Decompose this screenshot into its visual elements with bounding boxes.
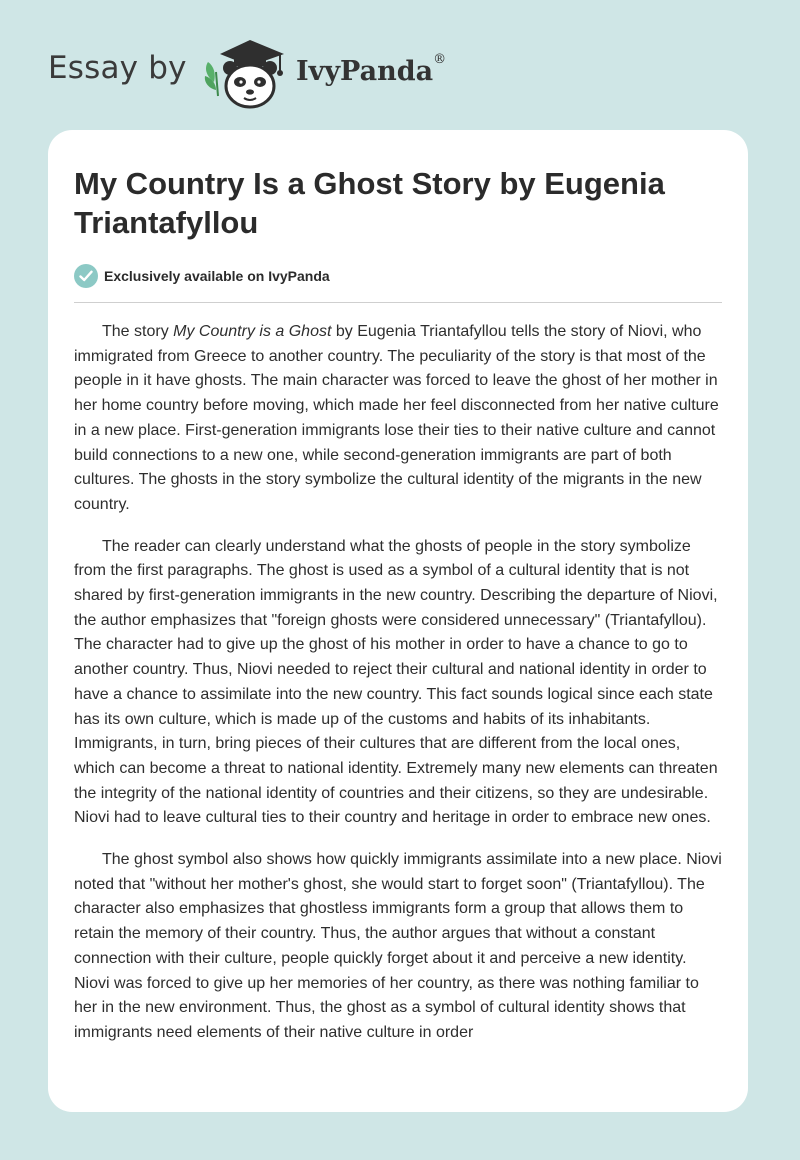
essay-body [74, 320, 724, 1063]
site-header [0, 0, 800, 120]
divider [74, 302, 722, 303]
badge-text: Exclusively available on IvyPanda [104, 268, 330, 284]
registered-mark: ® [433, 52, 447, 67]
paragraph [74, 320, 724, 518]
essay-by-label: Essay by [48, 50, 187, 86]
essay-card [48, 130, 748, 1112]
brand-name[interactable] [296, 52, 447, 87]
brand-name-text: IvyPanda [296, 56, 434, 87]
page-title: My Country Is a Ghost Story by Eugenia Triantafyllou [74, 166, 665, 240]
paragraph-text: The story [102, 323, 174, 340]
check-icon [74, 264, 98, 288]
paragraph: The reader can clearly understand what the ghosts of people in the story symbolize from the first paragraphs. The ghost is used as a symbol of a cultural identity that is not shared by first-generation immigrants in the new country. Describing the departure of Niovi, the author emphasizes that "foreign ghosts were considered unnecessary" (Triantafyllou). The character had to give up the ghost of his mother in order to have a chance to go to another country. Thus, Niovi needed to reject their cultural and national identity in order to have a chance to assimilate into the new country. This fact sounds logical since each state has its own culture, which is made up of the customs and habits of its inhabitants. Immigrants, in turn, bring pieces of their cultures that are different from the local ones, which can become a threat to national identity. Extremely many new elements can threaten the integrity of the national identity of countries and their citizens, so they are undesirable. Niovi had to leave cultural ties to their country and heritage in order to embrace new ones. [74, 537, 718, 827]
paragraph: The ghost symbol also shows how quickly immigrants assimilate into a new place. Niovi noted that "without her mother's ghost, she would start to forget soon" (Triantafyllou). The character also emphasizes that ghostless immigrants form a group that allows them to retain the memory of their country. Thus, the author argues that without a constant connection with their culture, people quickly forget about it and perceive a new identity. Niovi was forced to give up her memories of her country, as there was nothing familiar to her in the new environment. Thus, the ghost as a symbol of cultural identity shows that immigrants need elements of their native culture in order [74, 851, 722, 1041]
paragraph-text: by Eugenia Triantafyllou tells the story of Niovi, who immigrated from Greece to another country. The peculiarity of the story is that most of the people in it have ghosts. The main character was forced to leave the ghost of her mother in her home country before moving, which made her feel disconnected from her native culture in a new place. First-generation immigrants lose their ties to their native culture and cannot build connections to a new one, while second-generation immigrants are part of both cultures. The ghosts in the story symbolize the cultural identity of the migrants in the new country. [74, 323, 719, 513]
exclusive-badge [74, 264, 330, 288]
panda-graduation-icon[interactable] [200, 32, 296, 110]
work-title: My Country is a Ghost [173, 323, 332, 340]
